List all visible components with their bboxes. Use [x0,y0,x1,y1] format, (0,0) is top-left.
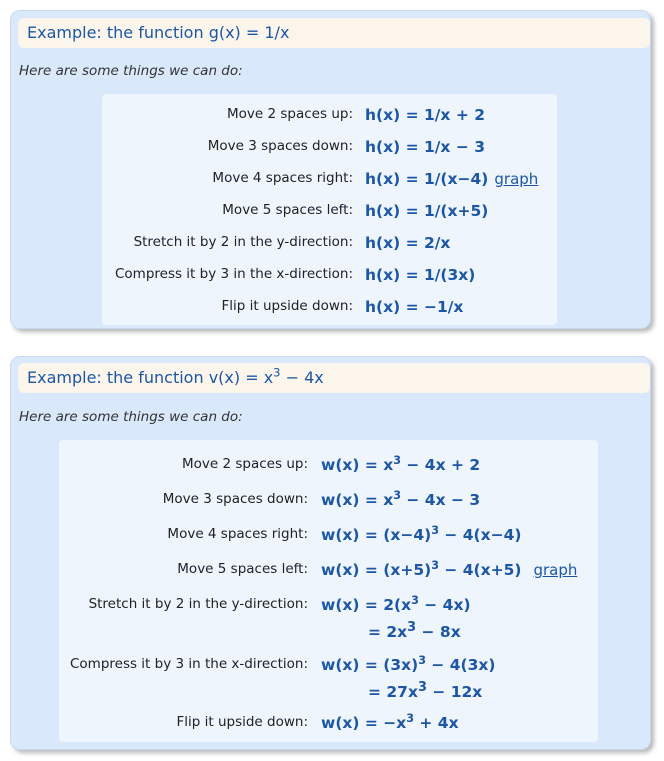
transformation-label: Flip it upside down: [176,714,308,730]
transformation-formula: h(x) = 2/x [365,234,451,252]
transformation-formula: $w(x) = x^3 - 4x - 3$ [321,488,481,509]
exponent: 3 [407,620,417,635]
transformation-formula: h(x) = 1/x + 2 [365,106,485,124]
transformation-label: Move 3 spaces down: [162,491,308,507]
formula-text: $w(x) = (x+5)^3 - 4(x+5)$ [321,558,522,579]
transformation-label: Move 2 spaces up: [182,456,308,472]
example-title [18,363,650,393]
transformation-formula: h(x) = 1/(3x) [365,266,476,284]
transformation-formula: $w(x) = 2(x^3 - 4x)$ [321,593,471,614]
graph-link[interactable]: graph [494,170,539,188]
transformation-label: Move 5 spaces left: [177,561,308,577]
exponent: 3 [431,523,439,537]
exponent: 3 [393,453,402,467]
exponent: 3 [411,593,419,607]
formula-text: h(x) = 1/(x−4) [365,170,489,188]
transformation-formula-simplified: = $2x^3 - 8x$ [368,620,461,642]
transformation-label: Move 4 spaces right: [167,526,308,542]
transformation-formula: h(x) = −1/x [365,298,464,316]
transformations-panel [102,94,557,325]
example-box-reciprocal [10,10,651,329]
exponent: 3 [418,653,426,667]
title-prefix: Example: the function [27,23,209,42]
transformation-label: Move 4 spaces right: [212,170,353,186]
intro-text: Here are some things we can do: [19,63,243,79]
transformation-label: Stretch it by 2 in the y-direction: [88,596,308,612]
example-title [18,18,650,48]
transformation-label: Compress it by 3 in the x-direction: [114,266,353,282]
transformation-label: Move 5 spaces left: [222,202,353,218]
graph-link[interactable]: graph [533,561,578,579]
transformation-label: Flip it upside down: [221,298,353,314]
example-box-cubic [10,356,651,750]
title-function: g(x) = 1/x [208,23,290,42]
transformation-formula: $w(x) = (3x)^3 - 4(3x)$ [321,653,496,674]
transformation-formula: $w(x) = x^3 - 4x + 2$ [321,453,481,474]
transformation-formula-simplified: = $27x^3 - 12x$ [368,680,483,702]
exponent: 3 [431,558,439,572]
exponent: 3 [417,680,427,695]
exponent: 3 [406,711,415,725]
title-function-rest: − 4x [280,368,324,387]
transformation-label: Stretch it by 2 in the y-direction: [133,234,353,250]
transformation-formula [321,558,578,579]
transformation-formula: h(x) = 1/(x+5) [365,202,489,220]
transformation-label: Move 3 spaces down: [207,138,353,154]
transformation-formula [365,170,538,188]
transformation-label: Compress it by 3 in the x-direction: [69,656,308,672]
title-exponent: 3 [273,365,281,380]
title-prefix: Example: the function [27,368,209,387]
title-function: v(x) = x [208,368,274,387]
exponent: 3 [393,488,402,502]
transformation-formula: $w(x) = (x-4)^3 - 4(x-4)$ [321,523,522,544]
intro-text: Here are some things we can do: [19,409,243,425]
transformation-label: Move 2 spaces up: [227,106,353,122]
transformation-formula: $w(x) = -x^3 + 4x$ [321,711,459,732]
transformations-panel [59,440,598,742]
transformation-formula: h(x) = 1/x − 3 [365,138,485,156]
